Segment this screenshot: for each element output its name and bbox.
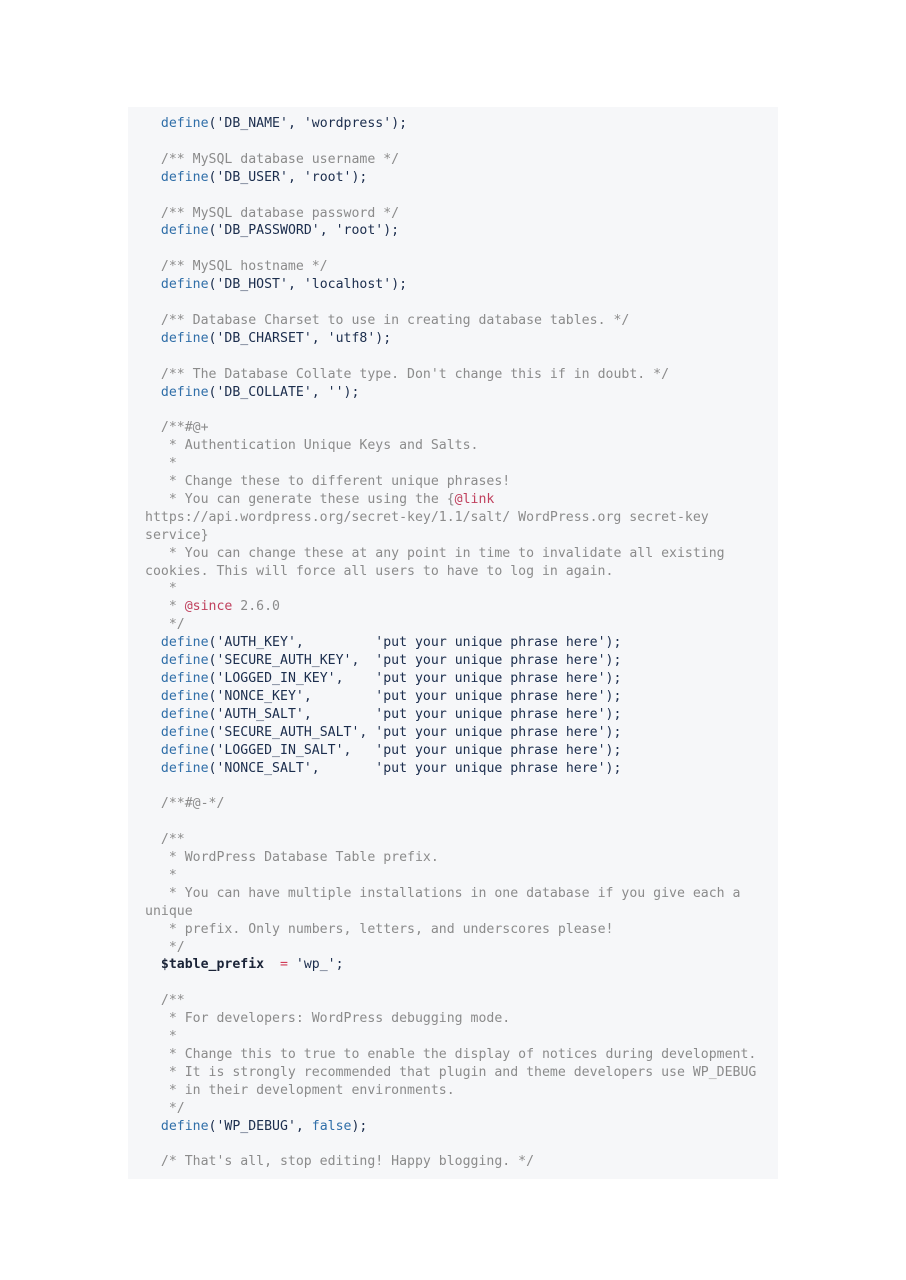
code-token-fn: define [160, 706, 209, 722]
code-line [145, 456, 177, 471]
code-line [145, 581, 177, 596]
code-token-punct: ( [208, 223, 217, 239]
code-line [145, 922, 613, 937]
code-token-str: 'DB_COLLATE' [216, 384, 312, 400]
code-line [145, 868, 177, 883]
code-line [145, 725, 621, 740]
code-token-comment: */ [160, 939, 185, 955]
code-token-punct: ); [605, 653, 622, 669]
code-token-punct: ); [605, 635, 622, 651]
code-line [145, 743, 621, 758]
code-token-punct: ); [391, 116, 408, 131]
code-token-str: 'put your unique phrase here' [375, 671, 606, 686]
code-line [145, 689, 621, 704]
code-line [145, 707, 621, 722]
code-line [145, 671, 621, 686]
code-line [145, 420, 209, 435]
code-token-punct: , [311, 330, 328, 346]
code-token-comment: 2.6.0 [232, 599, 280, 615]
code-token-punct: ( [208, 116, 217, 131]
code-token-punct: ( [208, 277, 217, 293]
code-token-punct [264, 957, 280, 972]
code-token-str: '' [327, 384, 344, 400]
code-token-comment: */ [160, 1100, 185, 1116]
code-line [145, 206, 399, 221]
code-token-str: 'DB_NAME' [216, 116, 288, 131]
code-token-str: 'SECURE_AUTH_SALT' [216, 724, 360, 740]
code-token-fn: define [160, 330, 209, 346]
code-token-comment: * You can have multiple installations in one database if you give each a unique [145, 885, 749, 919]
code-token-punct: ( [208, 671, 217, 686]
code-token-str: 'localhost' [303, 277, 392, 293]
code-token-fn: define [160, 724, 209, 740]
code-token-comment: * You can generate these using the { [160, 491, 455, 507]
code-token-str: 'put your unique phrase here' [375, 760, 606, 776]
code-blank-line [145, 1136, 764, 1154]
code-line [145, 259, 328, 274]
code-token-punct: ( [208, 688, 217, 704]
code-token-fn: define [160, 277, 209, 293]
code-line [145, 116, 407, 131]
code-token-punct: , [319, 223, 336, 239]
code-token-punct: , [343, 742, 376, 758]
code-token-punct: , [359, 724, 376, 740]
code-token-op: = [280, 957, 288, 973]
code-token-comment: * For developers: WordPress debugging mode. [160, 1011, 511, 1027]
code-line [145, 1065, 756, 1080]
code-token-comment: * [160, 581, 177, 597]
code-line [145, 761, 621, 776]
code-token-comment: * in their development environments. [160, 1082, 455, 1098]
code-token-comment: * [160, 599, 185, 615]
code-blank-line [145, 240, 764, 258]
code-token-fn: define [160, 223, 209, 239]
code-token-str: 'LOGGED_IN_SALT' [216, 742, 344, 758]
code-token-str: 'AUTH_SALT' [216, 706, 304, 722]
code-token-punct: , [335, 671, 376, 686]
code-line [145, 492, 717, 543]
code-blank-line [145, 777, 764, 795]
code-token-punct: , [311, 760, 376, 776]
code-token-str: 'wp_' [295, 957, 336, 973]
code-line [145, 313, 629, 328]
code-token-str: 'put your unique phrase here' [375, 635, 606, 651]
code-token-fn: define [160, 760, 209, 776]
code-token-punct: ); [391, 277, 408, 293]
code-line [145, 474, 510, 489]
code-token-punct: , [295, 1118, 312, 1134]
code-token-var: $table_prefix [160, 957, 265, 973]
code-token-comment: https://api.wordpress.org/secret-key/1.1/salt/ WordPress.org secret-key service} [145, 491, 717, 543]
code-token-punct: ( [208, 635, 217, 651]
code-listing[interactable] [128, 115, 778, 1171]
code-token-str: 'put your unique phrase here' [375, 688, 606, 704]
code-line [145, 635, 621, 650]
code-token-str: 'root' [303, 169, 352, 185]
code-token-comment: /** MySQL database username */ [160, 151, 400, 167]
code-token-comment: */ [160, 617, 185, 633]
code-token-punct: ); [605, 706, 622, 722]
code-line [145, 546, 733, 579]
code-token-str: 'put your unique phrase here' [375, 706, 606, 722]
code-token-punct: , [351, 653, 376, 669]
code-token-punct: ); [375, 330, 392, 346]
code-token-punct: , [303, 688, 376, 704]
code-token-comment: /** [160, 832, 185, 848]
code-token-punct: , [295, 635, 376, 651]
code-token-str: 'LOGGED_IN_KEY' [216, 671, 336, 686]
code-token-punct: ); [605, 671, 622, 686]
code-token-str: 'put your unique phrase here' [375, 742, 606, 758]
code-token-punct: ( [208, 653, 217, 669]
code-token-str: 'DB_USER' [216, 169, 288, 185]
code-line [145, 599, 280, 614]
code-token-punct: , [311, 384, 328, 400]
code-blank-line [145, 294, 764, 312]
code-line [145, 850, 439, 865]
code-token-punct: ); [351, 1118, 368, 1134]
code-token-str: 'DB_PASSWORD' [216, 223, 320, 239]
code-token-punct [288, 957, 296, 972]
code-token-punct: ); [605, 724, 622, 740]
code-token-comment: * WordPress Database Table prefix. [160, 850, 439, 866]
code-token-comment: * [160, 867, 177, 883]
code-line [145, 1119, 367, 1134]
code-token-doctag: @link [454, 491, 495, 507]
code-token-punct: ( [208, 384, 217, 400]
code-token-str: 'DB_HOST' [216, 277, 288, 293]
code-token-str: 'put your unique phrase here' [375, 724, 606, 740]
code-token-str: 'utf8' [327, 330, 376, 346]
code-line [145, 1029, 177, 1044]
code-token-str: 'NONCE_SALT' [216, 760, 312, 776]
code-token-fn: define [160, 671, 209, 686]
code-token-fn: define [160, 1118, 209, 1134]
code-block[interactable] [128, 107, 778, 1179]
code-token-comment: * Change these to different unique phrases! [160, 474, 511, 490]
code-token-punct: ; [335, 957, 344, 973]
code-token-comment: * [160, 1029, 177, 1045]
code-line [145, 223, 399, 238]
code-blank-line [145, 401, 764, 419]
code-token-fn: define [160, 116, 209, 131]
code-token-comment: * prefix. Only numbers, letters, and underscores please! [160, 921, 614, 937]
code-line [145, 170, 367, 185]
code-token-str: 'NONCE_KEY' [216, 688, 304, 704]
code-token-comment: /**#@-*/ [160, 796, 225, 812]
code-line [145, 1083, 455, 1098]
code-token-punct: ); [605, 760, 622, 776]
code-line [145, 886, 748, 919]
code-token-punct: ( [208, 706, 217, 722]
code-token-kw: false [311, 1118, 352, 1134]
code-line [145, 993, 185, 1008]
code-line [145, 1154, 534, 1169]
code-line [145, 385, 359, 400]
code-token-fn: define [160, 635, 209, 651]
code-token-comment: * You can change these at any point in time to invalidate all existing cookies. This will force all users to have to log in again. [145, 545, 733, 579]
code-token-punct: ( [208, 760, 217, 776]
code-token-comment: /** The Database Collate type. Don't change this if in doubt. */ [160, 366, 670, 382]
code-token-comment: /** [160, 993, 185, 1009]
code-line [145, 331, 391, 346]
code-line [145, 940, 185, 955]
code-token-str: 'wordpress' [303, 116, 392, 131]
code-token-comment: * [160, 456, 177, 472]
code-token-str: 'DB_CHARSET' [216, 330, 312, 346]
code-line [145, 152, 399, 167]
code-token-fn: define [160, 742, 209, 758]
code-token-punct: ); [605, 742, 622, 758]
code-token-fn: define [160, 653, 209, 669]
code-line [145, 832, 185, 847]
code-token-punct: , [287, 116, 304, 131]
code-line [145, 1011, 510, 1026]
code-token-comment: * Change this to true to enable the display of notices during development. [160, 1046, 757, 1062]
code-token-fn: define [160, 688, 209, 704]
code-token-punct: ); [343, 384, 360, 400]
code-token-punct: ); [351, 169, 368, 185]
code-token-str: 'AUTH_KEY' [216, 635, 296, 651]
code-token-comment: * It is strongly recommended that plugin and theme developers use WP_DEBUG [160, 1064, 757, 1080]
code-token-punct: ); [383, 223, 400, 239]
code-token-str: 'root' [335, 223, 384, 239]
code-line [145, 367, 669, 382]
code-token-punct: , [287, 169, 304, 185]
code-line [145, 438, 478, 453]
code-token-comment: * Authentication Unique Keys and Salts. [160, 438, 479, 454]
code-token-str: 'WP_DEBUG' [216, 1118, 296, 1134]
code-token-comment: /** Database Charset to use in creating database tables. */ [160, 312, 630, 328]
code-token-fn: define [160, 169, 209, 185]
code-token-punct: ( [208, 330, 217, 346]
code-token-str: 'SECURE_AUTH_KEY' [216, 653, 352, 669]
code-token-punct: ( [208, 742, 217, 758]
code-blank-line [145, 974, 764, 992]
code-token-comment: /** MySQL database password */ [160, 205, 400, 221]
code-token-comment: /** MySQL hostname */ [160, 259, 328, 275]
code-token-fn: define [160, 384, 209, 400]
code-token-punct: ( [208, 724, 217, 740]
code-line [145, 1047, 756, 1062]
code-token-punct: ); [605, 688, 622, 704]
code-token-comment: /**#@+ [160, 420, 209, 436]
code-line [145, 957, 344, 972]
code-blank-line [145, 133, 764, 151]
code-token-punct: , [287, 277, 304, 293]
code-line [145, 277, 407, 292]
code-line [145, 653, 621, 668]
code-token-punct: , [303, 706, 376, 722]
code-blank-line [145, 187, 764, 205]
code-token-punct: ( [208, 169, 217, 185]
code-line [145, 796, 224, 811]
code-token-punct: ( [208, 1118, 217, 1134]
code-blank-line [145, 813, 764, 831]
code-blank-line [145, 348, 764, 366]
code-token-str: 'put your unique phrase here' [375, 653, 606, 669]
code-token-comment: /* That's all, stop editing! Happy blogging. */ [160, 1154, 535, 1170]
code-line [145, 617, 185, 632]
code-token-doctag: @since [184, 599, 233, 615]
code-line [145, 1101, 185, 1116]
